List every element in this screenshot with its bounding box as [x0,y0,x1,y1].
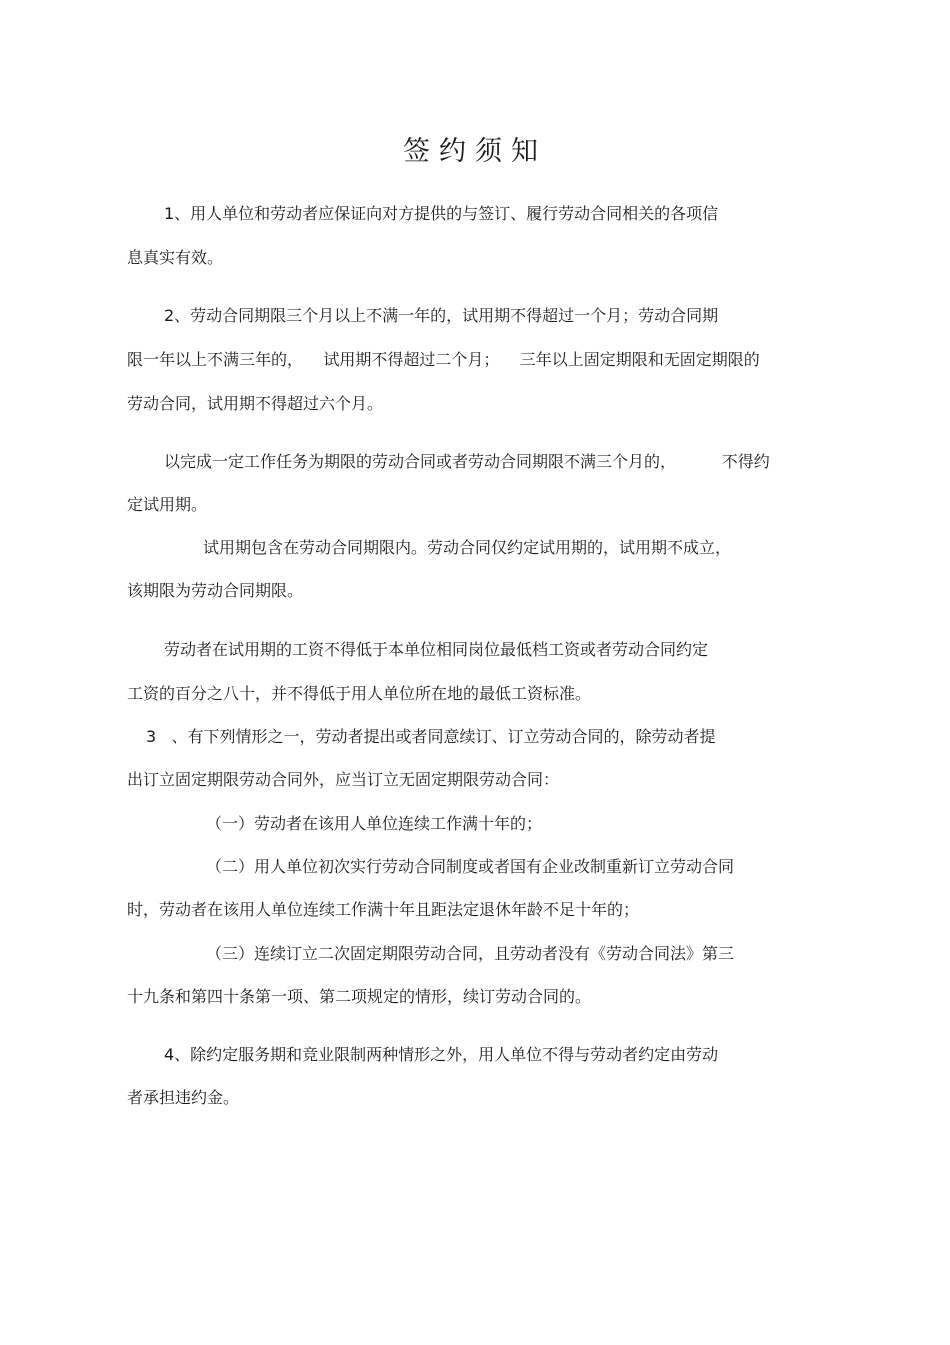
text-line: 3 、有下列情形之一，劳动者提出或者同意续订、订立劳动合同的，除劳动者提 [146,727,716,746]
text-line: （二）用人单位初次实行劳动合同制度或者国有企业改制重新订立劳动合同 [206,857,735,876]
text-line: 限一年以上不满三年的， 试用期不得超过二个月； 三年以上固定期限和无固定期限的 [127,350,760,369]
text-line: 劳动者在试用期的工资不得低于本单位相同岗位最低档工资或者劳动合同约定 [164,640,709,659]
text-line: 以完成一定工作任务为期限的劳动合同或者劳动合同期限不满三个月的， 不得约 [164,452,770,471]
text-line: （一）劳动者在该用人单位连续工作满十年的； [206,814,543,833]
text-line: 出订立固定期限劳动合同外，应当订立无固定期限劳动合同： [127,770,560,789]
page-title: 签约须知 [403,136,547,167]
text-line: 劳动合同，试用期不得超过六个月。 [127,394,384,413]
text-line: 该期限为劳动合同期限。 [127,581,304,600]
text-line: 1、用人单位和劳动者应保证向对方提供的与签订、履行劳动合同相关的各项信 [164,204,719,223]
text-line: 定试用期。 [127,495,208,514]
text-line: 十九条和第四十条第一项、第二项规定的情形，续订劳动合同的。 [127,987,592,1006]
text-line: 试用期包含在劳动合同期限内。劳动合同仅约定试用期的，试用期不成立， [203,538,732,557]
text-line: 时，劳动者在该用人单位连续工作满十年且距法定退休年龄不足十年的； [127,900,640,919]
text-line: 4、除约定服务期和竞业限制两种情形之外，用人单位不得与劳动者约定由劳动 [164,1045,719,1064]
text-line: 者承担违约金。 [127,1088,240,1107]
text-line: 工资的百分之八十，并不得低于用人单位所在地的最低工资标准。 [127,684,592,703]
text-line: 息真实有效。 [127,248,224,267]
text-line: （三）连续订立二次固定期限劳动合同，且劳动者没有《劳动合同法》第三 [206,944,735,963]
text-line: 2、劳动合同期限三个月以上不满一年的，试用期不得超过一个月；劳动合同期 [164,306,719,325]
